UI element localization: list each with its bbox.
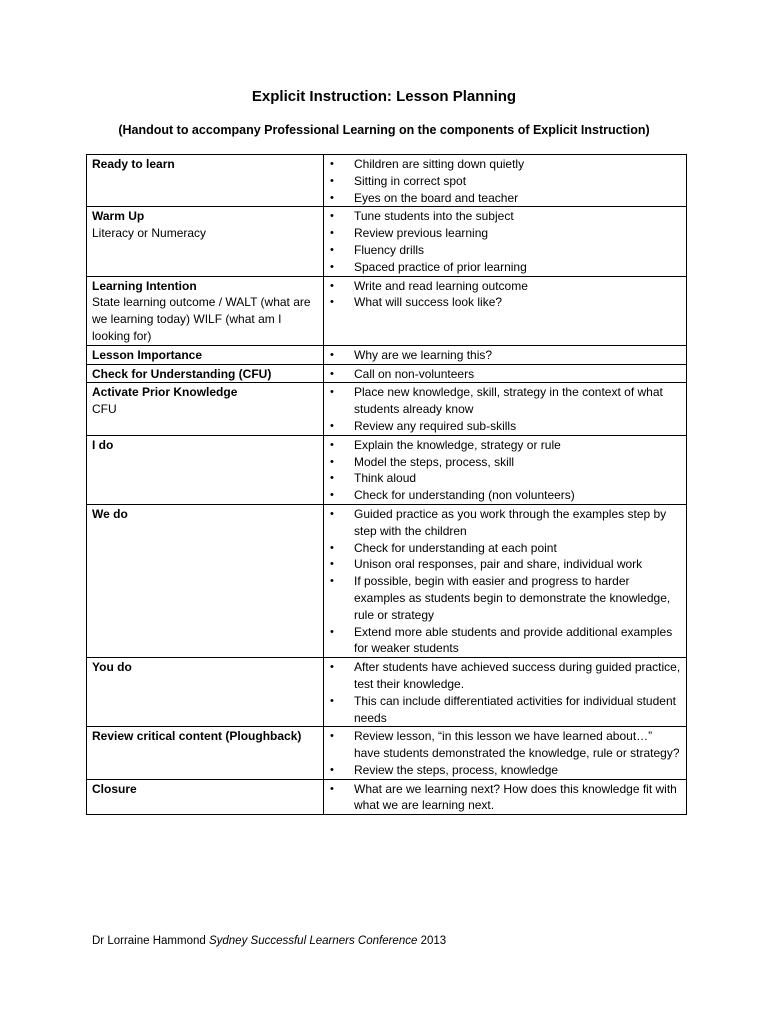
- bullet-point: • Spaced practice of prior learning: [329, 259, 681, 276]
- component-heading: Warm Up: [92, 209, 145, 224]
- bullet-point: • Review previous learning: [329, 225, 681, 242]
- table-row: [87, 207, 687, 276]
- table-row: [87, 345, 687, 364]
- table-row: [87, 276, 687, 345]
- component-heading: Activate Prior Knowledge: [92, 385, 238, 400]
- bullet-point: • Explain the knowledge, strategy or rule: [329, 437, 681, 454]
- bullet-point: • This can include differentiated activities for individual student needs: [329, 693, 681, 727]
- component-heading: We do: [92, 506, 128, 521]
- component-cell: [87, 207, 324, 276]
- points-cell: [324, 155, 687, 207]
- component-cell: [87, 155, 324, 207]
- component-cell: [87, 504, 324, 657]
- bullet-point: • Check for understanding (non volunteers): [329, 487, 681, 504]
- component-subtext: State learning outcome / WALT (what are we learning today) WILF (what am I looking for): [92, 295, 311, 343]
- component-cell: [87, 658, 324, 727]
- bullet-list: [329, 781, 681, 815]
- component-heading: Learning Intention: [92, 278, 197, 293]
- bullet-point: • Unison oral responses, pair and share, individual work: [329, 556, 681, 573]
- bullet-point: • Why are we learning this?: [329, 347, 681, 364]
- bullet-point: • Think aloud: [329, 470, 681, 487]
- component-heading: Check for Understanding (CFU): [92, 366, 272, 381]
- bullet-list: [329, 728, 681, 778]
- bullet-point: • Children are sitting down quietly: [329, 156, 681, 173]
- component-heading: Review critical content (Ploughback): [92, 729, 302, 744]
- component-heading: I do: [92, 437, 114, 452]
- points-cell: [324, 276, 687, 345]
- bullet-point: • Sitting in correct spot: [329, 173, 681, 190]
- points-cell: [324, 779, 687, 815]
- points-cell: [324, 727, 687, 779]
- component-cell: [87, 383, 324, 435]
- component-subtext: Literacy or Numeracy: [92, 226, 207, 241]
- points-cell: [324, 504, 687, 657]
- table-row: [87, 727, 687, 779]
- bullet-point: • What will success look like?: [329, 294, 681, 311]
- lesson-plan-table: [86, 154, 687, 815]
- component-cell: [87, 276, 324, 345]
- bullet-point: • Check for understanding at each point: [329, 540, 681, 557]
- bullet-list: [329, 384, 681, 434]
- bullet-point: • Eyes on the board and teacher: [329, 190, 681, 207]
- component-cell: [87, 779, 324, 815]
- bullet-point: • After students have achieved success during guided practice, test their knowledge.: [329, 659, 681, 693]
- page-title: Explicit Instruction: Lesson Planning: [251, 88, 517, 105]
- component-subtext: CFU: [92, 402, 117, 417]
- component-cell: [87, 345, 324, 364]
- bullet-point: • Tune students into the subject: [329, 208, 681, 225]
- bullet-point: • What are we learning next? How does this knowledge fit with what we are learning next.: [329, 781, 681, 815]
- footer-year: 2013: [420, 935, 447, 947]
- component-cell: [87, 364, 324, 383]
- bullet-point: • Fluency drills: [329, 242, 681, 259]
- footer: [92, 935, 446, 947]
- component-heading: Lesson Importance: [92, 347, 203, 362]
- component-heading: Closure: [92, 781, 137, 796]
- lesson-plan-body: [87, 155, 687, 815]
- bullet-point: • Review lesson, “in this lesson we have learned about…” have students demonstrated the knowledge, rule or strategy?: [329, 728, 681, 762]
- component-heading: You do: [92, 660, 132, 675]
- points-cell: [324, 435, 687, 504]
- bullet-point: • Place new knowledge, skill, strategy in the context of what students already know: [329, 384, 681, 418]
- bullet-list: [329, 366, 681, 383]
- bullet-list: [329, 347, 681, 364]
- component-cell: [87, 727, 324, 779]
- page-subtitle: (Handout to accompany Professional Learning on the components of Explicit Instruction): [118, 123, 650, 137]
- points-cell: [324, 207, 687, 276]
- footer-event: Sydney Successful Learners Conference: [208, 935, 418, 947]
- bullet-list: [329, 156, 681, 206]
- bullet-point: • Review the steps, process, knowledge: [329, 762, 681, 779]
- bullet-list: [329, 506, 681, 657]
- table-row: [87, 155, 687, 207]
- bullet-list: [329, 437, 681, 504]
- table-row: [87, 435, 687, 504]
- points-cell: [324, 345, 687, 364]
- bullet-point: • Review any required sub-skills: [329, 418, 681, 435]
- bullet-list: [329, 659, 681, 726]
- bullet-point: • Extend more able students and provide additional examples for weaker students: [329, 624, 681, 658]
- bullet-list: [329, 278, 681, 312]
- footer-author: Dr Lorraine Hammond: [92, 935, 206, 947]
- points-cell: [324, 658, 687, 727]
- table-row: [87, 364, 687, 383]
- bullet-point: • If possible, begin with easier and progress to harder examples as students begin to demonstrate the knowledge, rule or strategy: [329, 573, 681, 623]
- table-row: [87, 779, 687, 815]
- table-row: [87, 658, 687, 727]
- bullet-list: [329, 208, 681, 275]
- points-cell: [324, 383, 687, 435]
- table-row: [87, 504, 687, 657]
- bullet-point: • Call on non-volunteers: [329, 366, 681, 383]
- bullet-point: • Guided practice as you work through the examples step by step with the children: [329, 506, 681, 540]
- bullet-point: • Write and read learning outcome: [329, 278, 681, 295]
- component-heading: Ready to learn: [92, 157, 175, 171]
- component-cell: [87, 435, 324, 504]
- table-row: [87, 383, 687, 435]
- bullet-point: • Model the steps, process, skill: [329, 454, 681, 471]
- points-cell: [324, 364, 687, 383]
